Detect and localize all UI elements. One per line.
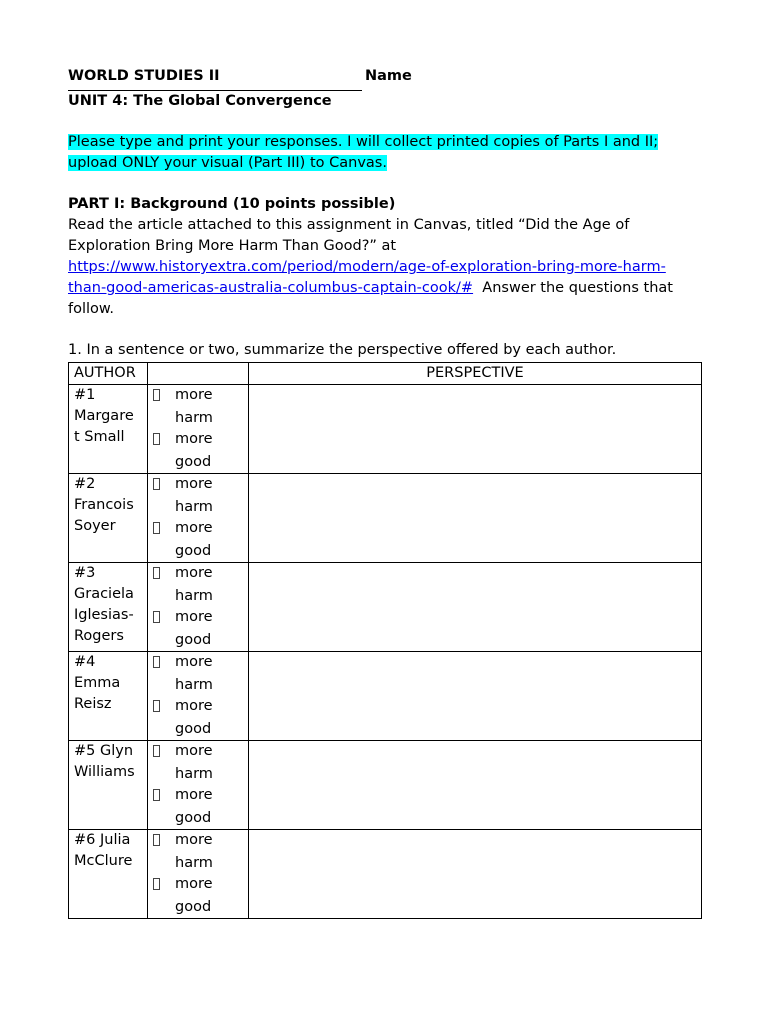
author-name-line: #6 Julia (74, 832, 131, 848)
author-name-line: #1 (74, 387, 96, 403)
author-name-line: #5 Glyn (74, 743, 134, 759)
option-label: more (175, 609, 213, 625)
table-header-row (69, 363, 702, 385)
harm-good-options (148, 830, 249, 919)
more-harm-checkbox[interactable] (153, 652, 248, 675)
instructions-line-1: Please type and print your responses. I will collect printed copies of Parts I and II; (68, 134, 659, 150)
more-good-checkbox[interactable] (153, 874, 248, 897)
author-cell (69, 830, 148, 919)
name-label: Name (365, 68, 412, 84)
author-name-line: Iglesias- (74, 607, 134, 623)
instructions-line-2: upload ONLY your visual (Part III) to Canvas. (68, 155, 387, 171)
author-cell (69, 741, 148, 830)
article-link[interactable]: https://www.historyextra.com/period/modern/age-of-exploration-bring-more-harm- than-good-americas-australia-columbus-captain-cook/# (68, 259, 666, 296)
table-row (69, 741, 702, 830)
option-label: harm (175, 855, 213, 871)
more-harm-checkbox[interactable] (153, 563, 248, 586)
checkbox-icon[interactable] (153, 785, 175, 808)
table-body (69, 385, 702, 919)
author-name-line: Rogers (74, 628, 124, 644)
author-cell (69, 385, 148, 474)
harm-good-options (148, 385, 249, 474)
course-title: WORLD STUDIES II (68, 68, 220, 84)
author-name-line: Graciela (74, 586, 134, 602)
author-name-line: Francois (74, 497, 134, 513)
option-label: harm (175, 410, 213, 426)
option-label: harm (175, 499, 213, 515)
document-page (68, 68, 702, 919)
more-good-checkbox[interactable] (153, 607, 248, 630)
perspective-answer-cell[interactable] (249, 474, 702, 563)
author-name-line: #3 (74, 565, 96, 581)
author-cell (69, 652, 148, 741)
author-name-line: McClure (74, 853, 133, 869)
part1-intro (68, 215, 702, 320)
more-good-checkbox[interactable] (153, 429, 248, 452)
option-label: more (175, 787, 213, 803)
unit-title: UNIT 4: The Global Convergence (68, 93, 332, 109)
more-harm-checkbox[interactable] (153, 830, 248, 853)
option-label: more (175, 431, 213, 447)
header-perspective: PERSPECTIVE (249, 363, 702, 385)
author-cell (69, 563, 148, 652)
checkbox-icon[interactable] (153, 385, 175, 408)
author-name-line: Soyer (74, 518, 116, 534)
option-label: harm (175, 677, 213, 693)
checkbox-icon[interactable] (153, 652, 175, 675)
table-row (69, 830, 702, 919)
option-label: more (175, 832, 213, 848)
table-row (69, 563, 702, 652)
option-label: harm (175, 588, 213, 604)
perspective-answer-cell[interactable] (249, 741, 702, 830)
checkbox-icon[interactable] (153, 429, 175, 452)
checkbox-icon[interactable] (153, 874, 175, 897)
part1-title: PART I: Background (10 points possible) (68, 196, 396, 212)
follow-text: follow. (68, 301, 115, 317)
author-name-line: t Small (74, 429, 125, 445)
checkbox-icon[interactable] (153, 563, 175, 586)
option-label: more (175, 387, 213, 403)
checkbox-icon[interactable] (153, 741, 175, 764)
option-label: good (175, 899, 212, 915)
harm-good-options (148, 563, 249, 652)
header-author: AUTHOR (69, 363, 148, 385)
header-check (148, 363, 249, 385)
author-name-line: #4 (74, 654, 96, 670)
perspective-answer-cell[interactable] (249, 652, 702, 741)
option-label: more (175, 698, 213, 714)
option-label: more (175, 876, 213, 892)
instructions (68, 132, 702, 174)
author-name-line: Reisz (74, 696, 112, 712)
checkbox-icon[interactable] (153, 607, 175, 630)
table-row (69, 652, 702, 741)
part1-intro-line-1: Read the article attached to this assignment in Canvas, titled “Did the Age of (68, 217, 630, 233)
author-name-line: #2 (74, 476, 96, 492)
more-harm-checkbox[interactable] (153, 474, 248, 497)
author-name-line: Williams (74, 764, 135, 780)
question-1: 1. In a sentence or two, summarize the perspective offered by each author. (68, 342, 617, 358)
option-label: good (175, 454, 212, 470)
perspective-answer-cell[interactable] (249, 830, 702, 919)
table-row (69, 474, 702, 563)
author-name-line: Emma (74, 675, 121, 691)
part1-intro-line-2: Exploration Bring More Harm Than Good?” at (68, 238, 397, 254)
checkbox-icon[interactable] (153, 830, 175, 853)
table-row (69, 385, 702, 474)
author-name-line: Margare (74, 408, 134, 424)
option-label: harm (175, 766, 213, 782)
more-harm-checkbox[interactable] (153, 741, 248, 764)
author-cell (69, 474, 148, 563)
harm-good-options (148, 741, 249, 830)
harm-good-options (148, 474, 249, 563)
perspective-answer-cell[interactable] (249, 385, 702, 474)
option-label: good (175, 543, 212, 559)
option-label: more (175, 743, 213, 759)
more-good-checkbox[interactable] (153, 518, 248, 541)
perspective-answer-cell[interactable] (249, 563, 702, 652)
option-label: good (175, 721, 212, 737)
option-label: more (175, 565, 213, 581)
more-good-checkbox[interactable] (153, 785, 248, 808)
checkbox-icon[interactable] (153, 518, 175, 541)
more-harm-checkbox[interactable] (153, 385, 248, 408)
option-label: good (175, 810, 212, 826)
option-label: more (175, 654, 213, 670)
option-label: good (175, 632, 212, 648)
checkbox-icon[interactable] (153, 474, 175, 497)
perspective-table (68, 362, 702, 919)
more-good-checkbox[interactable] (153, 696, 248, 719)
header-line (68, 68, 702, 89)
harm-good-options (148, 652, 249, 741)
option-label: more (175, 476, 213, 492)
checkbox-icon[interactable] (153, 696, 175, 719)
option-label: more (175, 520, 213, 536)
answer-instruction: Answer the questions that (482, 280, 673, 296)
